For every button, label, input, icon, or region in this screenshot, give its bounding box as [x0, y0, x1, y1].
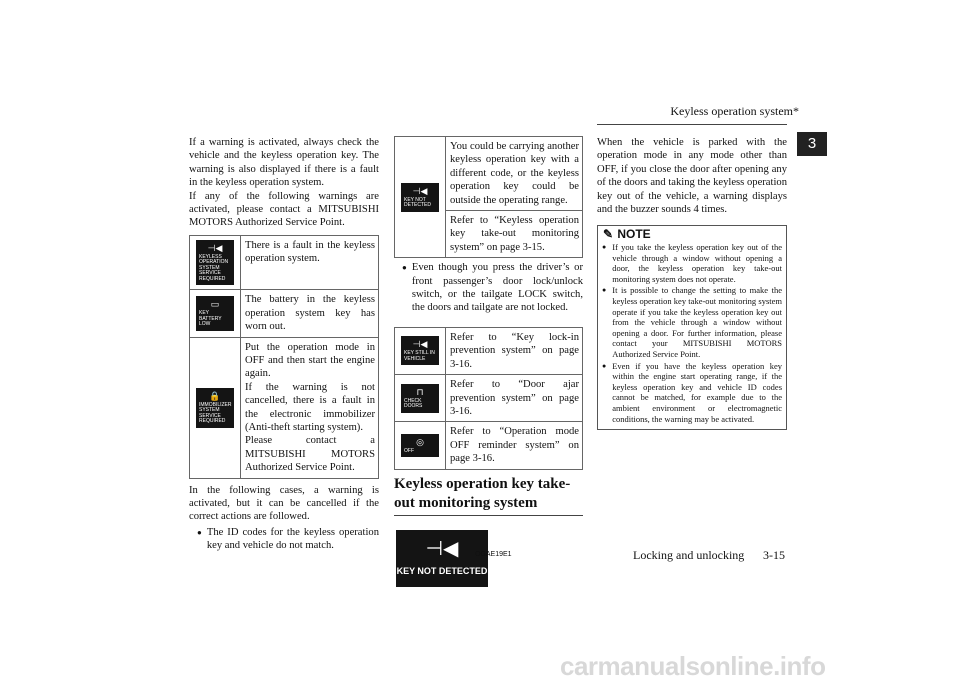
- running-header: Keyless operation system*: [670, 104, 799, 118]
- warning-table-3: [394, 327, 583, 470]
- table-row: [395, 422, 583, 469]
- row-text: There is a fault in the keyless operation system.: [241, 235, 379, 290]
- row-text: Please contact a MITSUBISHI MOTORS Authorized Service Point.: [245, 435, 375, 474]
- note-pencil-icon: ✎: [602, 227, 614, 242]
- row-text: Refer to “Key lock-in prevention system” on page 3-16.: [446, 327, 583, 374]
- keyless-service-warning-icon: ⊣◀ KEYLESS OPERATION SYSTEM SERVICE REQUIRED: [196, 240, 234, 286]
- key-still-in-vehicle-icon: ⊣◀ KEY STILL IN VEHICLE: [401, 336, 439, 365]
- header-divider: [597, 124, 787, 125]
- bullet-icon: ●: [602, 361, 607, 370]
- intro-paragraph-2: If any of the following warnings are activated, please contact a MITSUBISHI MOTORS Authorized Service Point.: [189, 190, 379, 229]
- bullet-icon: ●: [602, 243, 607, 252]
- key-not-detected-display-icon: ⊣◀ KEY NOT DETECTED: [396, 530, 488, 587]
- parked-warning-paragraph: When the vehicle is parked with the operation mode in any mode other than OFF, if you close the door after opening any of the doors and taking the keyless operation key out of the vehicle, a warning displays and the buzzer sounds 4 times.: [597, 137, 787, 216]
- footer-section: Locking and unlocking: [633, 548, 745, 562]
- table-row: [190, 337, 379, 478]
- watermark: carmanualsonline.info: [560, 651, 826, 681]
- column-right: [597, 136, 787, 430]
- column-left: [189, 136, 379, 553]
- warning-table-2: [394, 136, 583, 258]
- row-text: The battery in the keyless operation system key has worn out.: [241, 290, 379, 337]
- table-row: [190, 290, 379, 337]
- list-item: ● Even if you have the keyless operation key within the engine start operating range, if the keyless operation key and vehicle ID codes cannot be matched, for example due to the ambient environment or electromagnetic conditions, the warning may be activated.: [602, 360, 782, 424]
- key-battery-low-icon: ▭ KEY BATTERY LOW: [196, 296, 234, 331]
- row-text: Refer to “Keyless operation key take-out monitoring system” on page 3-15.: [446, 211, 583, 258]
- note-box: [597, 225, 787, 430]
- bullet-icon: ●: [602, 286, 607, 295]
- cases-paragraph: In the following cases, a warning is activated, but it can be cancelled if the correct actions are followed.: [189, 484, 379, 523]
- table-row: [395, 137, 583, 211]
- row-text: Refer to “Door ajar prevention system” on page 3-16.: [446, 375, 583, 422]
- bullet-icon: ●: [197, 527, 202, 537]
- row-text: Put the operation mode in OFF and then start the engine again.: [245, 341, 375, 380]
- page-number: 3-15: [763, 548, 785, 562]
- list-item: ● If you take the keyless operation key out of the vehicle through a window without opening a door, the keyless operation key take-out monitoring system does not operate.: [602, 242, 782, 284]
- table-row: [190, 235, 379, 290]
- row-text: If the warning is not cancelled, there is a fault in the electronic immobilizer (Anti-theft starting system).: [245, 381, 375, 433]
- check-doors-icon: ⊓ CHECK DOORS: [401, 384, 439, 413]
- intro-paragraph: If a warning is activated, always check the vehicle and the keyless operation key. The warning is also displayed if there is a fault in the keyless operation system.: [189, 137, 379, 189]
- row-text: Refer to “Operation mode OFF reminder system” on page 3-16.: [446, 422, 583, 469]
- section-title: Keyless operation key take-out monitoring system: [394, 475, 571, 511]
- key-not-detected-icon: ⊣◀ KEY NOT DETECTED: [401, 183, 439, 212]
- list-item: ● The ID codes for the keyless operation key and vehicle do not match.: [197, 526, 379, 552]
- row-text: You could be carrying another keyless operation key with a different code, or the keyless operation key could be outside the operating range.: [446, 137, 583, 211]
- list-item: ● It is possible to change the setting to make the keyless operation key take-out monitoring system operate if you take the keyless operation key out from the vehicle through a window without opening a door. For further information, please contact your MITSUBISHI MOTORS Authorized Service Point.: [602, 285, 782, 359]
- table-row: [395, 327, 583, 374]
- operation-mode-off-icon: ◎ OFF: [401, 434, 439, 458]
- note-title: NOTE: [617, 227, 651, 242]
- warning-table-1: [189, 235, 379, 479]
- list-item: ● Even though you press the driver’s or front passenger’s door lock/unlock switch, or the tailgate LOCK switch, the doors and tailgate are not locked.: [402, 262, 583, 314]
- bullet-icon: ●: [402, 263, 407, 273]
- table-row: [395, 375, 583, 422]
- immobilizer-warning-icon: 🔒 IMMOBILIZER SYSTEM SERVICE REQUIRED: [196, 388, 234, 428]
- figure-caption: OGAE19E1: [475, 551, 512, 558]
- chapter-tab: 3: [797, 132, 827, 156]
- column-middle: [394, 136, 583, 587]
- section-divider: [394, 515, 583, 516]
